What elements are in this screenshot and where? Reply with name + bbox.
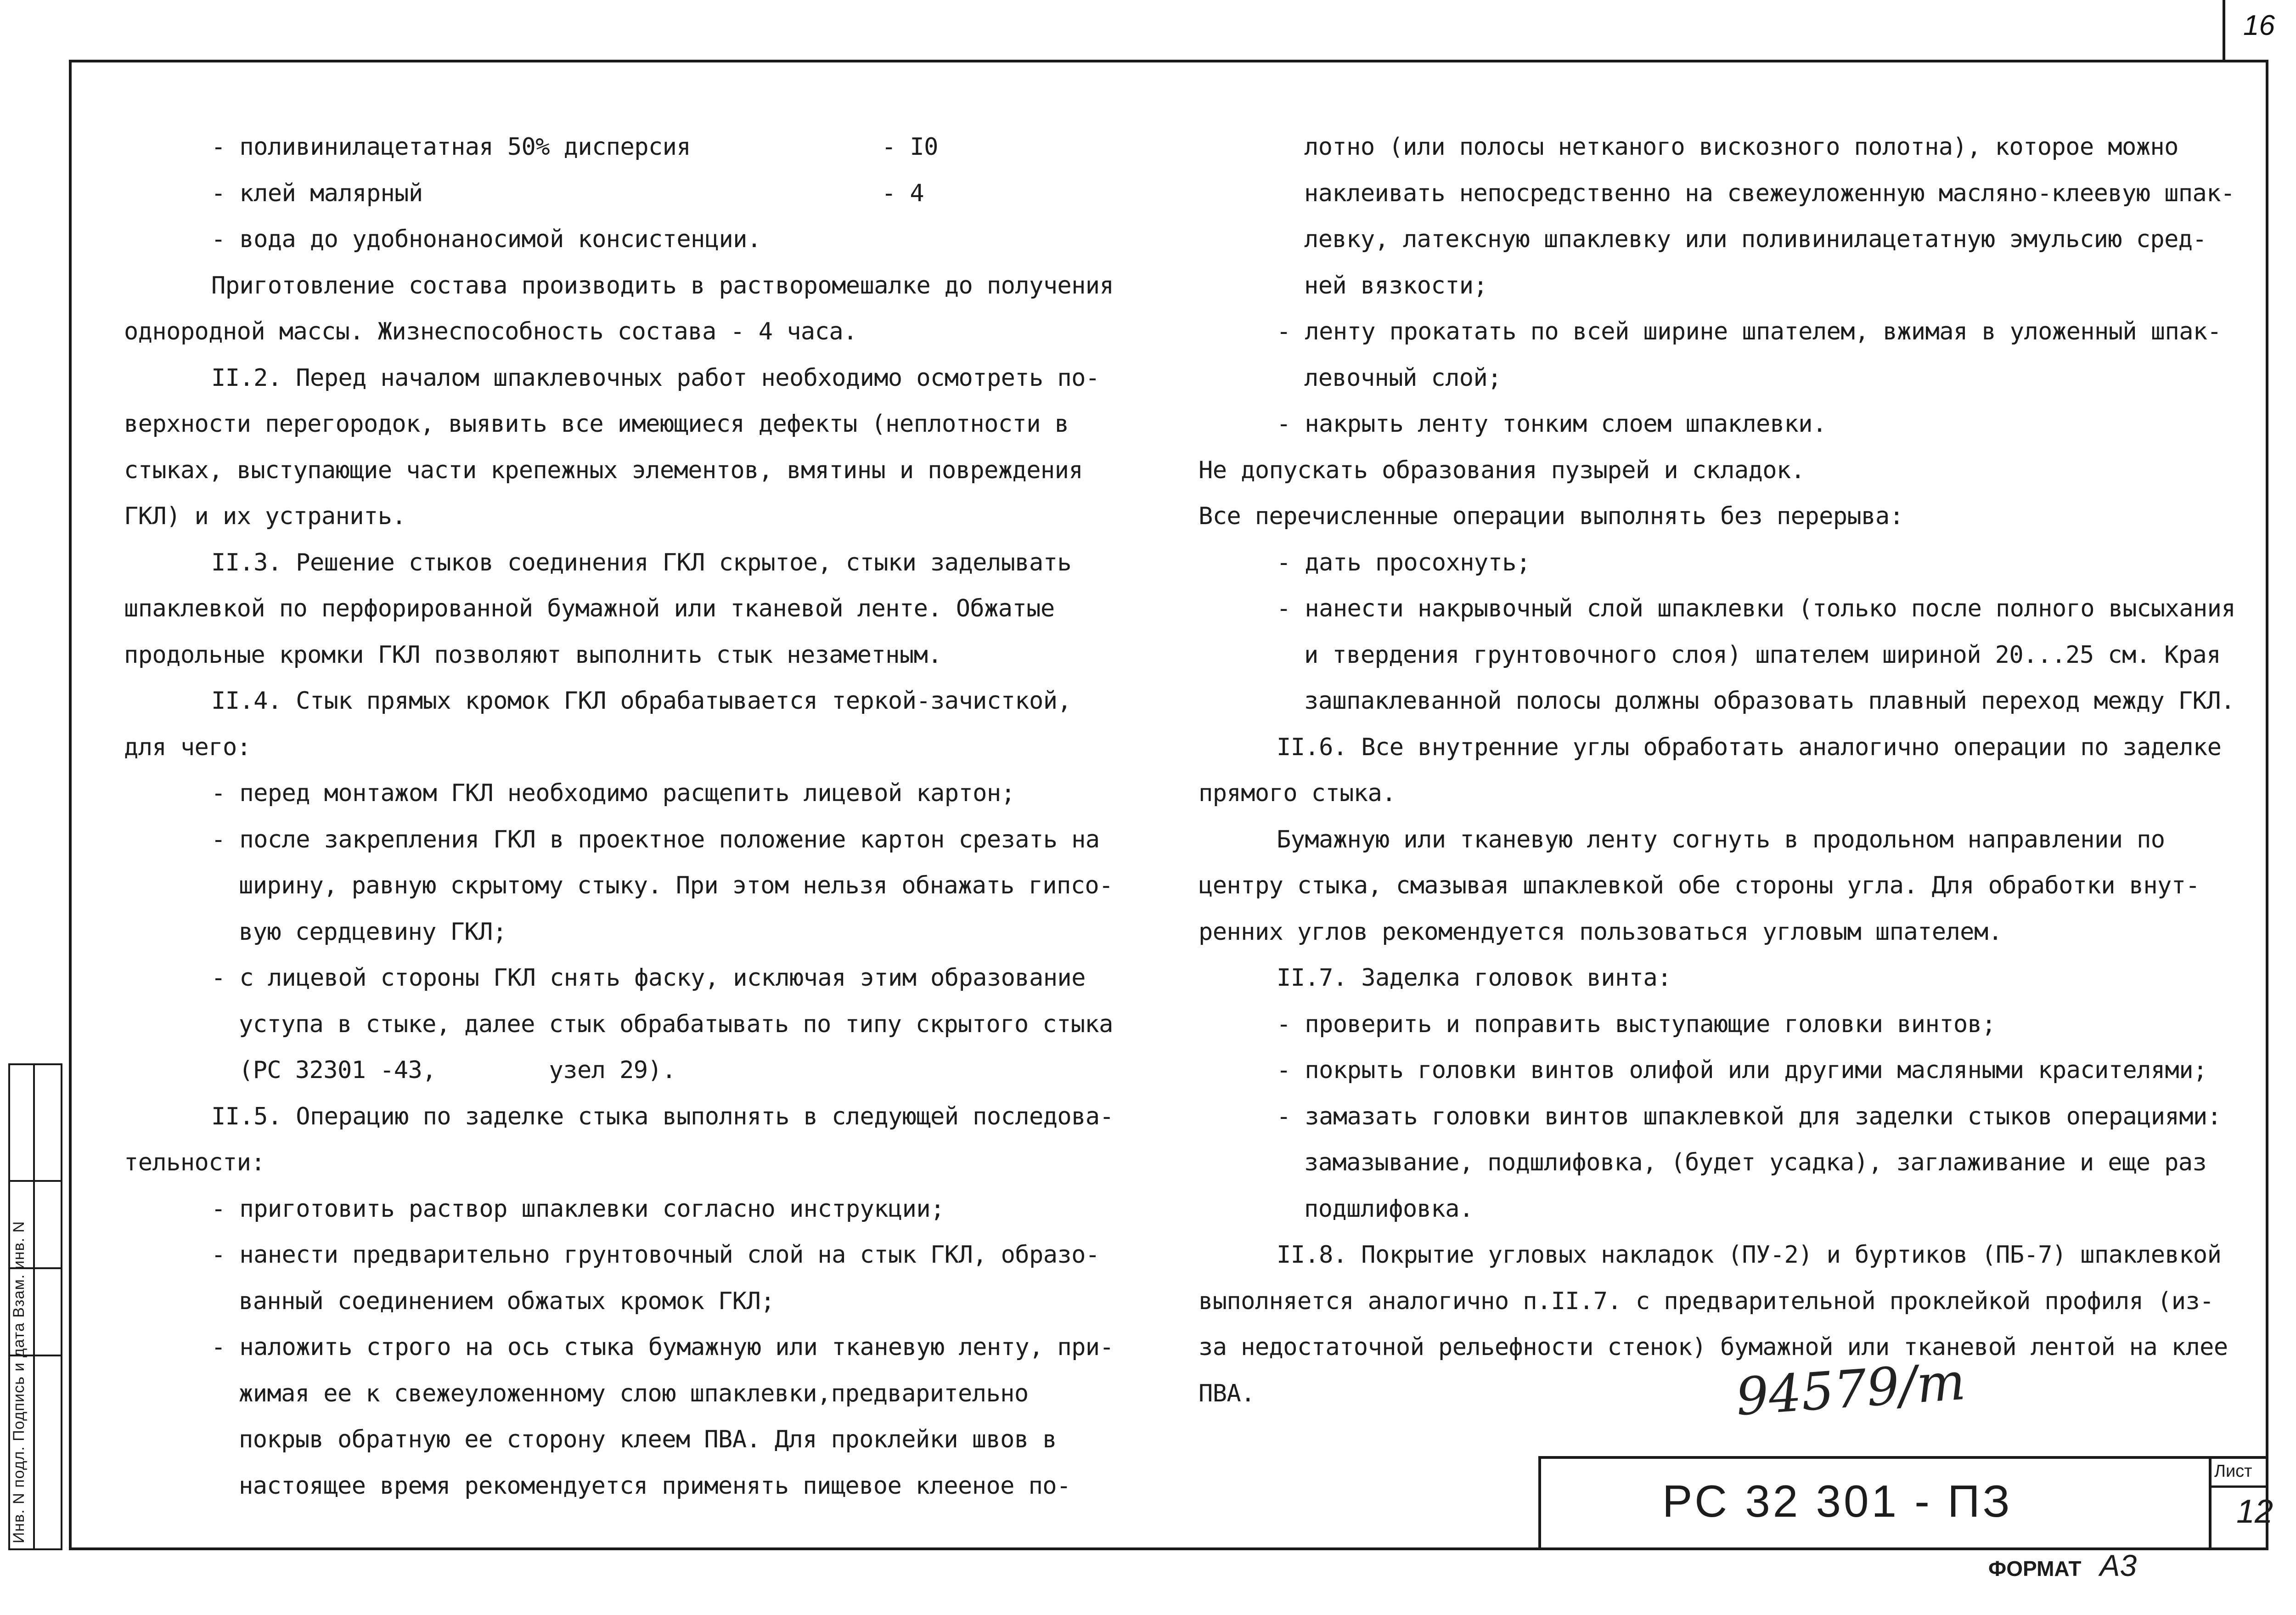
text-line xyxy=(1199,1278,2264,1325)
line-text: ней вязкости; xyxy=(1304,271,1488,299)
line-text: - проверить и поправить выступающие головки винтов; xyxy=(1277,1010,1996,1038)
line-text: - нанести предварительно грунтовочный слой на стык ГКЛ, образо- xyxy=(211,1241,1100,1269)
handwritten-number: 94579/т xyxy=(1734,1351,1968,1428)
text-line xyxy=(124,540,1157,586)
line-text: - накрыть ленту тонким слоем шпаклевки. xyxy=(1277,410,1827,438)
text-line xyxy=(124,678,1157,724)
line-text: Приготовление состава производить в растворомешалке до получения xyxy=(211,271,1114,299)
line-text: - поливинилацетатная 50% дисперсия xyxy=(211,133,691,161)
text-line xyxy=(124,1186,1157,1232)
line-text: II.5. Операцию по заделке стыка выполнять в следующей последова- xyxy=(211,1102,1114,1130)
line-text: тельности: xyxy=(124,1149,265,1176)
text-line xyxy=(124,909,1157,955)
line-text: за недостаточной рельефности стенок) бумажной или тканевой лентой на клее xyxy=(1199,1333,2228,1361)
line-text: - дать просохнуть; xyxy=(1277,548,1531,576)
text-line xyxy=(124,724,1157,771)
line-text: - покрыть головки винтов олифой или другими масляными красителями; xyxy=(1277,1056,2207,1084)
format-label-text: ФОРМАТ xyxy=(1988,1557,2082,1581)
line-text: ГКЛ) и их устранить. xyxy=(124,503,406,530)
line-text: II.8. Покрытие угловых накладок (ПУ-2) и буртиков (ПБ-7) шпаклевкой xyxy=(1277,1241,2222,1269)
text-line xyxy=(1199,355,2264,401)
text-line xyxy=(124,1232,1157,1278)
line-text: уступа в стыке, далее стык обрабатывать по типу скрытого стыка xyxy=(239,1010,1113,1038)
line-text: - замазать головки винтов шпаклевкой для заделки стыков операциями: xyxy=(1277,1102,2222,1130)
line-text: Бумажную или тканевую ленту согнуть в продольном направлении по xyxy=(1277,825,2165,853)
line-text: - наложить строго на ось стыка бумажную или тканевую ленту, при- xyxy=(211,1333,1114,1361)
quantity-value: - I0 xyxy=(882,133,938,161)
line-text: - приготовить раствор шпаклевки согласно инструкции; xyxy=(211,1195,945,1223)
text-line xyxy=(1199,724,2264,771)
text-line xyxy=(124,1324,1157,1371)
text-line xyxy=(1199,863,2264,909)
line-text: левочный слой; xyxy=(1304,364,1502,392)
line-text: замазывание, подшлифовка, (будет усадка), заглаживание и еще раз xyxy=(1304,1149,2207,1176)
text-line xyxy=(124,355,1157,401)
text-line xyxy=(1199,1186,2264,1232)
stamp-divider xyxy=(33,1065,35,1548)
text-line xyxy=(124,586,1157,632)
line-text: лотно (или полосы нетканого вискозного полотна), которое можно xyxy=(1304,133,2178,161)
text-line xyxy=(124,817,1157,863)
left-text-column xyxy=(124,124,1157,1509)
line-text: ПВА. xyxy=(1199,1379,1255,1407)
line-text: Не допускать образования пузырей и складок. xyxy=(1199,456,1805,484)
line-text: шпаклевкой по перфорированной бумажной или тканевой ленте. Обжатые xyxy=(124,595,1055,622)
text-line xyxy=(1199,678,2264,724)
text-line xyxy=(1199,909,2264,955)
text-line xyxy=(124,1371,1157,1417)
line-text: зашпаклеванной полосы должны образовать плавный переход между ГКЛ. xyxy=(1304,687,2235,715)
text-line xyxy=(1199,1371,2264,1417)
line-text: наклеивать непосредственно на свежеуложенную масляно-клеевую шпак- xyxy=(1304,179,2235,207)
text-line xyxy=(1199,1232,2264,1278)
text-line xyxy=(124,770,1157,817)
line-text: II.3. Решение стыков соединения ГКЛ скрытое, стыки заделывать xyxy=(211,548,1072,576)
line-text: левку, латексную шпаклевку или поливинилацетатную эмульсию сред- xyxy=(1304,226,2207,253)
text-line xyxy=(1199,263,2264,309)
text-line xyxy=(124,955,1157,1001)
text-line xyxy=(124,1094,1157,1140)
line-text: вую сердцевину ГКЛ; xyxy=(239,918,507,946)
right-text-column xyxy=(1199,124,2264,1417)
text-line xyxy=(1199,1140,2264,1186)
line-text: выполняется аналогично п.II.7. с предварительной проклейкой профиля (из- xyxy=(1199,1287,2214,1315)
line-text: - после закрепления ГКЛ в проектное положение картон срезать на xyxy=(211,825,1100,853)
line-text: ренних углов рекомендуется пользоваться угловым шпателем. xyxy=(1199,918,2003,946)
text-line xyxy=(1199,632,2264,678)
quantity-value: - 4 xyxy=(882,179,924,207)
stamp-hline xyxy=(10,1180,61,1182)
line-text: прямого стыка. xyxy=(1199,779,1396,807)
text-line xyxy=(124,632,1157,678)
text-line xyxy=(1199,216,2264,263)
text-line xyxy=(1199,401,2264,447)
sheet-label: Лист xyxy=(2214,1462,2252,1481)
text-line xyxy=(124,1140,1157,1186)
text-line xyxy=(1199,124,2264,170)
text-line xyxy=(1199,1094,2264,1140)
line-text: ширину, равную скрытому стыку. При этом нельзя обнажать гипсо- xyxy=(239,872,1113,899)
line-text: жимая ее к свежеуложенному слою шпаклевки,предварительно xyxy=(239,1379,1029,1407)
text-line xyxy=(1199,540,2264,586)
text-line xyxy=(1199,586,2264,632)
text-line xyxy=(124,493,1157,540)
line-text: - ленту прокатать по всей ширине шпателем, вжимая в уложенный шпак- xyxy=(1277,318,2222,345)
text-line xyxy=(1199,493,2264,540)
line-text: (РС 32301 -43, узел 29). xyxy=(239,1056,676,1084)
text-line xyxy=(124,1417,1157,1463)
format-label xyxy=(1988,1548,2137,1583)
line-text: II.6. Все внутренние углы обработать аналогично операции по заделке xyxy=(1277,733,2222,761)
line-text: II.2. Перед началом шпаклевочных работ необходимо осмотреть по- xyxy=(211,364,1100,392)
text-line xyxy=(1199,447,2264,494)
line-text: верхности перегородок, выявить все имеющиеся дефекты (неплотности в xyxy=(124,410,1069,438)
text-line xyxy=(124,863,1157,909)
text-line xyxy=(124,401,1157,447)
line-text: стыках, выступающие части крепежных элементов, вмятины и повреждения xyxy=(124,456,1083,484)
document-code: РС 32 301 - ПЗ xyxy=(1662,1476,2013,1526)
line-text: продольные кромки ГКЛ позволяют выполнить стык незаметным. xyxy=(124,641,942,669)
line-text: II.4. Стык прямых кромок ГКЛ обрабатывается теркой-зачисткой, xyxy=(211,687,1072,715)
line-text: - с лицевой стороны ГКЛ снять фаску, исключая этим образование xyxy=(211,964,1086,992)
text-line xyxy=(124,1047,1157,1094)
text-line xyxy=(124,1001,1157,1048)
sheet-number: 12 xyxy=(2236,1493,2273,1530)
text-line xyxy=(124,1463,1157,1509)
line-text: настоящее время рекомендуется применять пищевое клееное по- xyxy=(239,1472,1071,1500)
text-line xyxy=(1199,955,2264,1001)
text-line xyxy=(1199,309,2264,355)
text-line xyxy=(1199,170,2264,217)
line-text: центру стыка, смазывая шпаклевкой обе стороны угла. Для обработки внут- xyxy=(1199,872,2200,899)
format-value: А3 xyxy=(2099,1548,2137,1582)
text-line xyxy=(1199,1324,2264,1371)
text-line xyxy=(124,309,1157,355)
text-line xyxy=(1199,770,2264,817)
text-line xyxy=(1199,817,2264,863)
line-text: для чего: xyxy=(124,733,251,761)
line-text: покрыв обратную ее сторону клеем ПВА. Для проклейки швов в xyxy=(239,1426,1057,1453)
corner-page-number: 16 xyxy=(2243,10,2275,41)
text-line xyxy=(124,447,1157,494)
text-line xyxy=(124,216,1157,263)
stamp-text: Инв. N подл. Подпись и дата Взам. инв. N xyxy=(10,1220,28,1543)
line-text: Все перечисленные операции выполнять без перерыва: xyxy=(1199,503,1904,530)
text-line xyxy=(124,1278,1157,1325)
line-text: ванный соединением обжатых кромок ГКЛ; xyxy=(239,1287,775,1315)
text-line xyxy=(1199,1001,2264,1048)
line-text: - клей малярный xyxy=(211,179,423,207)
text-line xyxy=(1199,1047,2264,1094)
line-text: подшлифовка. xyxy=(1304,1195,1474,1223)
line-text: - нанести накрывочный слой шпаклевки (только после полного высыхания xyxy=(1277,595,2236,622)
line-text: II.7. Заделка головок винта: xyxy=(1277,964,1671,992)
line-text: - вода до удобнонаносимой консистенции. xyxy=(211,226,761,253)
line-text: однородной массы. Жизнеспособность состава - 4 часа. xyxy=(124,318,857,345)
line-text: и твердения грунтовочного слоя) шпателем шириной 20...25 см. Края xyxy=(1304,641,2221,669)
text-line xyxy=(124,124,1157,170)
text-line xyxy=(124,170,1157,217)
text-line xyxy=(124,263,1157,309)
line-text: - перед монтажом ГКЛ необходимо расщепить лицевой картон; xyxy=(211,779,1015,807)
